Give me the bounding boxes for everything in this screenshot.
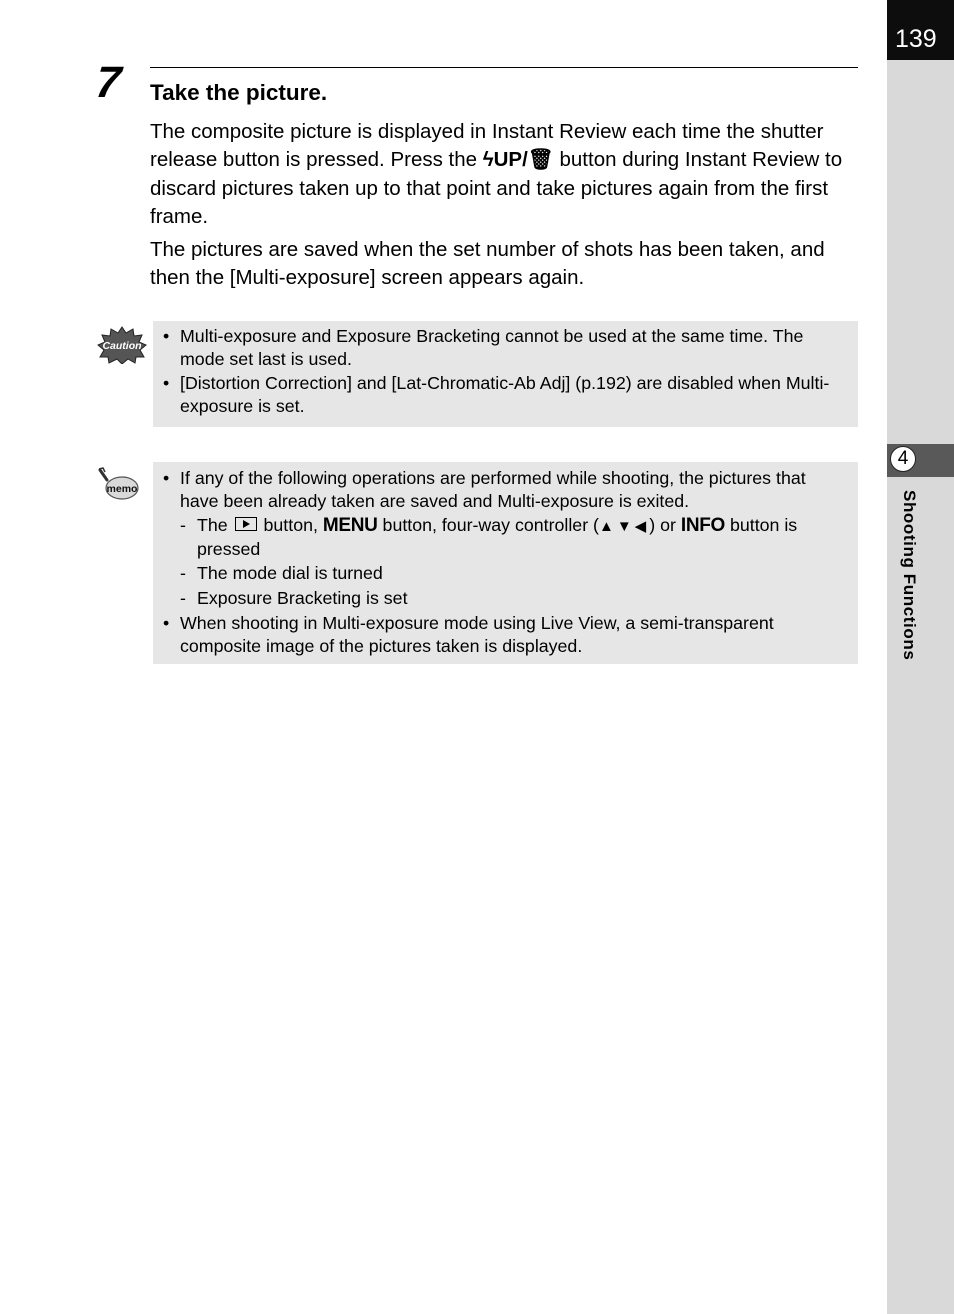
playback-icon bbox=[235, 517, 257, 531]
sub-item-dash: - bbox=[180, 588, 186, 608]
menu-button-label: MENU bbox=[322, 515, 378, 536]
caution-icon-label: Caution bbox=[102, 340, 142, 352]
sub-item-text: ) or bbox=[649, 515, 681, 535]
four-way-arrows-icon: ▲▼◀ bbox=[598, 518, 650, 535]
sub-item-text: button, four-way controller ( bbox=[377, 515, 599, 535]
sub-item-text: The mode dial is turned bbox=[197, 563, 383, 583]
memo-sub-item bbox=[163, 587, 848, 610]
memo-icon-label: memo bbox=[106, 483, 138, 495]
memo-item: • If any of the following operations are performed while shooting, the pictures that have been already taken are saved and Multi-exposure is exited. bbox=[163, 467, 848, 513]
step-paragraph-2: The pictures are saved when the set number of shots has been taken, and then the [Multi-exposure] screen appears again. bbox=[150, 238, 825, 290]
sub-item-dash: - bbox=[180, 515, 186, 535]
caution-icon bbox=[97, 326, 147, 364]
paragraph-1-text-a: The composite picture is displayed in Instant Review each time the shutter release button is pressed. Press the bbox=[150, 120, 824, 172]
sub-item-dash: - bbox=[180, 563, 186, 583]
memo-sub-item bbox=[163, 562, 848, 585]
paragraph-1-text-b: button during Instant Review to discard pictures taken up to that point and take pictures again from the first frame. bbox=[150, 148, 843, 228]
step-title: Take the picture. bbox=[150, 80, 328, 105]
sub-item-text: button is pressed bbox=[197, 515, 798, 559]
info-button-label: INFO bbox=[680, 515, 726, 536]
memo-note bbox=[153, 462, 858, 664]
memo-item: • When shooting in Multi-exposure mode using Live View, a semi-transparent composite image of the pictures taken is displayed. bbox=[163, 612, 848, 658]
caution-item: • Multi-exposure and Exposure Bracketing cannot be used at the same time. The mode set last is used. bbox=[163, 325, 848, 371]
memo-sub-item bbox=[163, 514, 848, 561]
step-divider bbox=[150, 67, 858, 68]
caution-item: • [Distortion Correction] and [Lat-Chromatic-Ab Adj] (p.192) are disabled when Multi-exposure is set. bbox=[163, 372, 848, 418]
sub-item-text: button, bbox=[258, 515, 323, 535]
step-number: 7 bbox=[93, 58, 124, 107]
flash-up-delete-symbol: ϟUP/🗑 bbox=[482, 148, 554, 172]
memo-icon bbox=[97, 466, 141, 504]
sub-item-text: The bbox=[197, 515, 233, 535]
sub-item-text: Exposure Bracketing is set bbox=[197, 588, 408, 608]
page-number: 139 bbox=[895, 25, 937, 53]
caution-note bbox=[153, 321, 858, 427]
chapter-number: 4 bbox=[890, 446, 916, 472]
step-paragraph-1 bbox=[150, 118, 860, 231]
chapter-title: Shooting Functions bbox=[900, 490, 919, 661]
